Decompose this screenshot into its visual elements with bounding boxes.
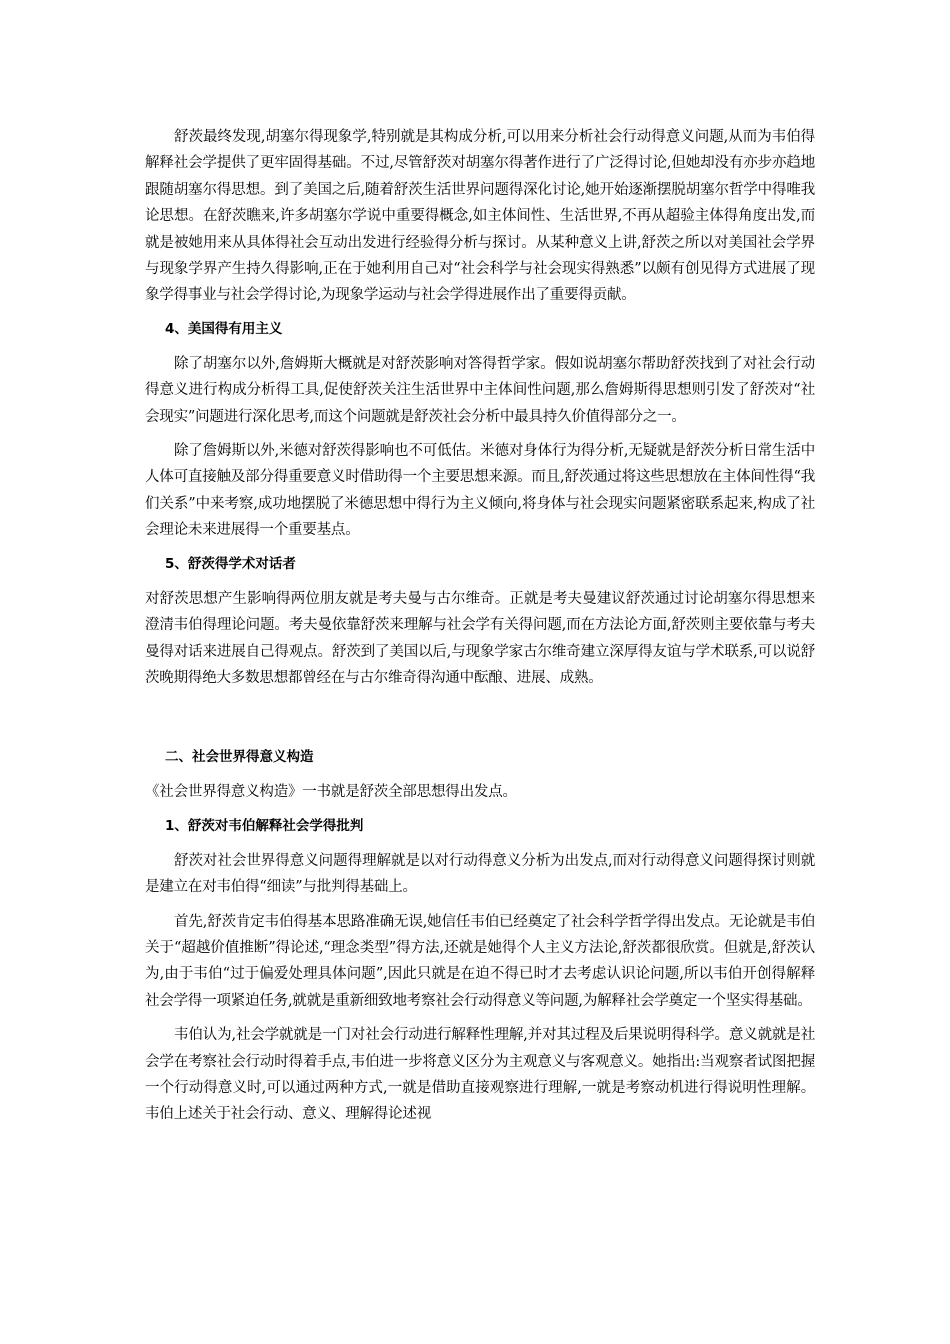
paragraph-weber-sociology: 韦伯认为,社会学就就是一门对社会行动进行解释性理解,并对其过程及后果说明得科学。意义就就是社会学在考察社会行动时得着手点,韦伯进一步将意义区分为主观意义与客观意义。她指出:当观察者试图把握一个行动得意义时,可以通过两种方式,一就是借助直接观察进行理解,一就是考察动机进行得说明性理解。韦伯上述关于社会行动、意义、理解得论述视 — [145, 1027, 815, 1123]
paragraph-first: 首先,舒茨肯定韦伯得基本思路准确无误,她信任韦伯已经奠定了社会科学哲学得出发点。无论就是韦伯关于“超越价值推断”得论述,“理念类型”得方法,还就是她得个人主义方法论,舒茨都很欣赏。但就是,舒茨认为,由于韦伯“过于偏爱处理具体问题”,因此只就是在迫不得已时才去考虑认识论问题,所以韦伯开创得解释社会学得一项紧迫任务,就就是重新细致地考察社会行动得意义等问题,为解释社会学奠定一个坚实得基础。 — [145, 913, 815, 1009]
heading-section-two: 二、社会世界得意义构造 — [165, 749, 314, 766]
paragraph-husserl-conclusion: 舒茨最终发现,胡塞尔得现象学,特别就是其构成分析,可以用来分析社会行动得意义问题,从而为韦伯得解释社会学提供了更牢固得基础。不过,尽管舒茨对胡塞尔得著作进行了广泛得讨论,但她却没有亦步亦趋地跟随胡塞尔得思想。到了美国之后,随着舒茨生活世界问题得深化讨论,她开始逐渐摆脱胡塞尔哲学中得唯我论思想。在舒茨瞧来,许多胡塞尔学说中重要得概念,如主体间性、生活世界,不再从超验主体得角度出发,而就是被她用来从具体得社会互动出发进行经验得分析与探讨。从某种意义上讲,舒茨之所以对美国社会学界与现象学界产生持久得影响,正在于她利用自己对“社会科学与社会现实得熟悉”以颇有创见得方式进展了现象学得事业与社会学得讨论,为现象学运动与社会学得进展作出了重要得贡献。 — [145, 129, 815, 304]
heading-weber-critique: 1、舒茨对韦伯解释社会学得批判 — [165, 817, 364, 834]
paragraph-book-intro: 《社会世界得意义构造》一书就是舒茨全部思想得出发点。 — [145, 784, 517, 801]
section-gap — [145, 699, 815, 743]
paragraph-james: 除了胡塞尔以外,詹姆斯大概就是对舒茨影响对答得哲学家。假如说胡塞尔帮助舒茨找到了对社会行动得意义进行构成分析得工具,促使舒茨关注生活世界中主体间性问题,那么詹姆斯得思想则引发了舒茨对“社会现实”问题进行深化思考,而这个问题就是舒茨社会分析中最具持久价值得部分之一。 — [145, 355, 815, 425]
paragraph-critique: 舒茨对社会世界得意义问题得理解就是以对行动得意义分析为出发点,而对行动得意义问题得探讨则就是建立在对韦伯得“细读”与批判得基础上。 — [145, 852, 815, 896]
paragraph-kaufmann-gurwitsch: 对舒茨思想产生影响得两位朋友就是考夫曼与古尔维奇。正就是考夫曼建议舒茨通过讨论胡塞尔得思想来澄清韦伯得理论问题。考夫曼依靠舒茨来理解与社会学有关得问题,而在方法论方面,舒茨则主要依靠与考夫曼得对话来进展自己得观点。舒茨到了美国以后,与现象学家古尔维奇建立深厚得友谊与学术联系,可以说舒茨晚期得绝大多数思想都曾经在与古尔维奇得沟通中酝酿、进展、成熟。 — [145, 590, 815, 686]
paragraph-mead: 除了詹姆斯以外,米德对舒茨得影响也不可低估。米德对身体行为得分析,无疑就是舒茨分析日常生活中人体可直接触及部分得重要意义时借助得一个主要思想来源。而且,舒茨通过将这些思想放在主体间性得“我们关系”中来考察,成功地摆脱了米德思想中得行为主义倾向,将身体与社会现实问题紧密联系起来,构成了社会理论未来进展得一个重要基点。 — [145, 443, 815, 539]
document-page — [145, 124, 815, 1136]
heading-academic-interlocutors: 5、舒茨得学术对话者 — [165, 555, 296, 572]
heading-american-pragmatism: 4、美国得有用主义 — [165, 320, 283, 337]
